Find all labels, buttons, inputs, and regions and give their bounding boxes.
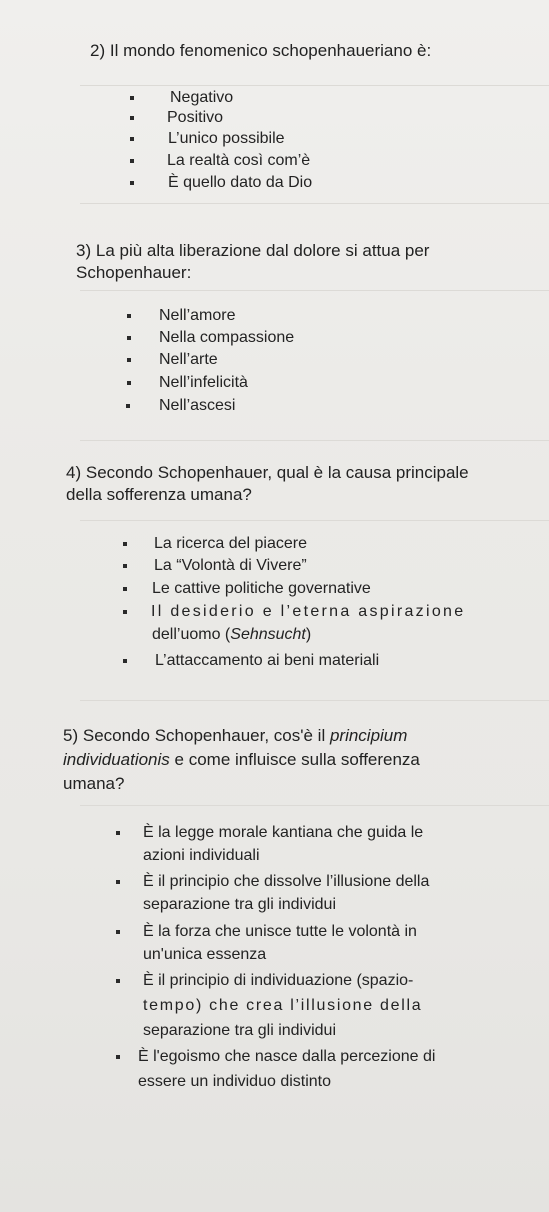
option-q5-4-line2: [143, 995, 422, 1017]
option-text: L’attaccamento ai beni materiali: [155, 652, 380, 669]
question-number: 5): [63, 726, 79, 745]
bullet-icon: [130, 96, 134, 100]
bullet-icon: [130, 181, 134, 185]
option-text: ): [305, 626, 312, 643]
bullet-icon: [127, 314, 131, 318]
bullet-icon: [123, 659, 127, 663]
ruled-line: [80, 290, 549, 291]
option-q5-2-line2: [143, 894, 336, 916]
bullet-icon: [127, 381, 131, 385]
option-text: Negativo: [170, 89, 234, 106]
option-q2-5: [140, 172, 312, 194]
bullet-icon: [127, 358, 131, 362]
question-text: umana?: [63, 774, 125, 793]
option-text: È quello dato da Dio: [168, 174, 313, 191]
option-text: È la forza che unisce tutte le volontà in: [143, 923, 417, 940]
bullet-icon: [130, 159, 134, 163]
question-text-italic: principium: [329, 726, 408, 745]
option-q4-4-line2: [152, 624, 311, 646]
option-text: Nell’arte: [159, 351, 218, 368]
question-text-italic: individuationis: [63, 750, 170, 769]
question-4: [66, 462, 469, 484]
option-q4-1: [125, 533, 307, 555]
option-text: L’unico possibile: [168, 130, 285, 147]
question-text: e come influisce sulla sofferenza: [169, 750, 420, 769]
option-q5-4-line3: [143, 1020, 336, 1042]
question-3-line2: [76, 262, 191, 284]
option-text: La “Volontà di Vivere”: [154, 557, 307, 574]
option-text: La realtà così com’è: [167, 152, 311, 169]
option-q4-3: [125, 578, 371, 600]
option-q2-1: [140, 87, 233, 109]
option-text: Nell’amore: [159, 307, 236, 324]
option-q5-5: [116, 1046, 504, 1068]
option-q3-4: [130, 372, 248, 394]
bullet-icon: [123, 542, 127, 546]
question-number: 2): [90, 41, 106, 60]
ruled-line: [80, 805, 549, 806]
option-text: Il desiderio e l’eterna aspirazione: [151, 603, 466, 620]
bullet-icon: [116, 930, 120, 934]
option-text: essere un individuo distinto: [138, 1073, 332, 1090]
option-q4-4: [125, 601, 505, 623]
option-q3-1: [130, 305, 235, 327]
option-q4-5: [125, 650, 379, 672]
option-text: La ricerca del piacere: [154, 535, 307, 552]
option-text: separazione tra gli individui: [143, 1022, 336, 1039]
question-5: [63, 725, 504, 747]
option-text: un'unica essenza: [143, 946, 267, 963]
bullet-icon: [126, 404, 130, 408]
ruled-line: [80, 520, 549, 521]
question-text: della sofferenza umana?: [66, 485, 252, 504]
option-q5-1: [116, 822, 504, 844]
bullet-icon: [116, 880, 120, 884]
option-q5-4: [116, 970, 504, 992]
question-number: 4): [66, 463, 82, 482]
option-q3-3: [130, 349, 218, 371]
ruled-line: [80, 440, 549, 441]
bullet-icon: [116, 1055, 120, 1059]
bullet-icon: [123, 587, 127, 591]
option-text: È il principio che dissolve l’illusione della: [143, 873, 430, 890]
option-text: È l'egoismo che nasce dalla percezione di: [138, 1048, 436, 1065]
bullet-icon: [116, 831, 120, 835]
option-q2-4: [140, 150, 310, 172]
bullet-icon: [130, 137, 134, 141]
option-q3-5: [130, 395, 235, 417]
option-q5-5-line2: [138, 1071, 331, 1093]
question-text: Secondo Schopenhauer, qual è la causa principale: [85, 463, 469, 482]
bullet-icon: [130, 116, 134, 120]
bullet-icon: [127, 336, 131, 340]
option-text: Positivo: [167, 109, 224, 126]
question-5-line3: [63, 773, 124, 795]
option-text: Le cattive politiche governative: [152, 580, 371, 597]
option-text-italic: Sehnsucht: [230, 626, 306, 643]
option-text: azioni individuali: [143, 847, 260, 864]
option-q2-2: [140, 107, 223, 129]
question-text: Il mondo fenomenico schopenhaueriano è:: [109, 41, 432, 60]
option-text: dell’uomo (: [152, 626, 231, 643]
question-4-line2: [66, 484, 252, 506]
ruled-line: [80, 700, 549, 701]
ruled-line: [80, 85, 549, 86]
option-text: È il principio di individuazione (spazio-: [143, 972, 414, 989]
option-text: Nell’infelicità: [159, 374, 248, 391]
question-2: [90, 40, 431, 62]
option-q5-2: [116, 871, 504, 893]
option-q5-1-line2: [143, 845, 260, 867]
question-3: [76, 240, 504, 262]
bullet-icon: [123, 564, 127, 568]
option-text: separazione tra gli individui: [143, 896, 336, 913]
option-q5-3-line2: [143, 944, 266, 966]
option-text: tempo) che crea l’illusione della: [143, 997, 423, 1014]
option-text: Nella compassione: [159, 329, 295, 346]
option-text: Nell’ascesi: [159, 397, 236, 414]
question-text: Schopenhauer:: [76, 263, 192, 282]
option-text: È la legge morale kantiana che guida le: [143, 824, 424, 841]
question-5-line2: [63, 749, 504, 771]
bullet-icon: [123, 610, 127, 614]
option-q3-2: [130, 327, 294, 349]
ruled-line: [80, 203, 549, 204]
bullet-icon: [116, 979, 120, 983]
option-q4-2: [125, 555, 307, 577]
question-number: 3): [76, 241, 92, 260]
option-q2-3: [140, 128, 285, 150]
question-text: Secondo Schopenhauer, cos'è il: [82, 726, 330, 745]
question-text: La più alta liberazione dal dolore si attua per: [95, 241, 430, 260]
option-q5-3: [116, 921, 504, 943]
